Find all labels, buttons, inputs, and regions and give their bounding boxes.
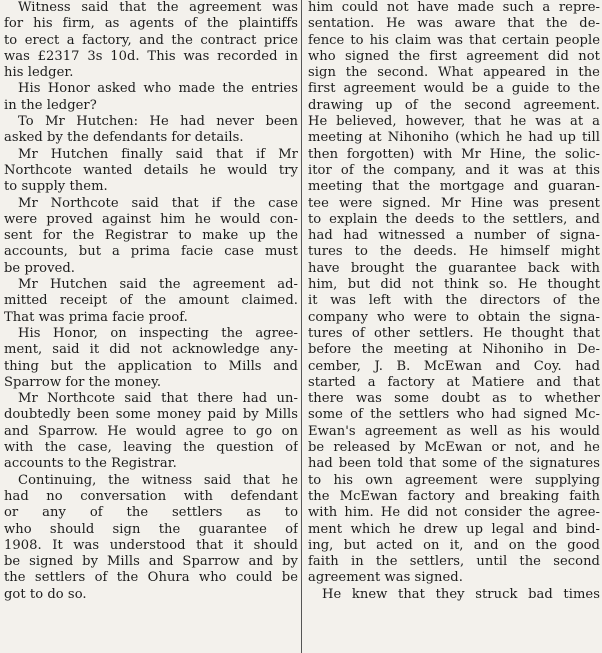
right-column bbox=[304, 0, 602, 653]
left-column-line: accounts, but a prima facie case must bbox=[4, 244, 298, 260]
left-column-line: Northcote wanted details he would try bbox=[4, 162, 298, 178]
left-column-line: accounts to the Registrar. bbox=[4, 456, 177, 472]
left-column-line: to supply them. bbox=[4, 179, 108, 195]
right-column-line: had had witnessed a number of signa- bbox=[308, 228, 600, 244]
right-column-line: drawing up of the second agreement. bbox=[308, 97, 600, 113]
right-column-line: He knew that they struck bad times bbox=[322, 586, 600, 602]
left-column-line: be proved. bbox=[4, 260, 76, 276]
right-column-line: the McEwan factory and breaking faith bbox=[308, 488, 600, 504]
right-column-line: before the meeting at Nihoniho in De- bbox=[308, 342, 600, 358]
left-column-line: got to do so. bbox=[4, 586, 87, 602]
left-column-line: thing but the application to Mills and bbox=[4, 358, 298, 374]
left-column-line: Mr Hutchen said the agreement ad- bbox=[18, 277, 298, 293]
right-column-line: to his own agreement were supplying bbox=[308, 472, 600, 488]
right-column-line: He believed, however, that he was at a bbox=[308, 114, 600, 130]
right-column-line: be released by McEwan or not, and he bbox=[308, 440, 600, 456]
left-column-line: His Honor, on inspecting the agree- bbox=[18, 325, 298, 341]
left-column-line: and Sparrow. He would agree to go on bbox=[4, 423, 298, 439]
right-column-line: it was left with the directors of the bbox=[308, 293, 600, 309]
right-column-line: tures of other settlers. He thought that bbox=[308, 325, 600, 341]
right-column-line: sign the second. What appeared in the bbox=[308, 65, 600, 81]
left-column-line: be signed by Mills and Sparrow and by bbox=[4, 554, 298, 570]
right-column-line: then forgotten) with Mr Hine, the solic- bbox=[308, 146, 600, 162]
left-column-line: doubtedly been some money paid by Mills bbox=[4, 407, 298, 423]
left-column-line: had no conversation with defendant bbox=[4, 488, 298, 504]
left-column-line: mitted receipt of the amount claimed. bbox=[4, 293, 298, 309]
left-column-line: or any of the settlers as to bbox=[4, 505, 298, 521]
right-column-line: him, but did not think so. He thought bbox=[308, 277, 600, 293]
right-column-line: ment which he drew up legal and bind- bbox=[308, 521, 600, 537]
left-column-line: To Mr Hutchen: He had never been bbox=[18, 114, 298, 130]
left-column bbox=[0, 0, 300, 653]
left-column-line: Mr Northcote said that if the case bbox=[18, 195, 298, 211]
left-column-line: Sparrow for the money. bbox=[4, 374, 162, 390]
right-column-line: Ewan's agreement as well as his would bbox=[308, 423, 600, 439]
left-column-line: 1908. It was understood that it should bbox=[4, 537, 298, 553]
left-column-line: who should sign the guarantee of bbox=[4, 521, 298, 537]
left-column-line: Continuing, the witness said that he bbox=[18, 472, 298, 488]
left-column-line: ment, said it did not acknowledge any- bbox=[4, 342, 298, 358]
left-column-line: Witness said that the agreement was bbox=[18, 0, 298, 15]
right-column-line: with him. He did not consider the agree- bbox=[308, 505, 600, 521]
right-column-line: had been told that some of the signatures bbox=[308, 456, 600, 472]
right-column-line: there was some doubt as to whether bbox=[308, 391, 600, 407]
left-column-line: That was prima facie proof. bbox=[4, 309, 188, 325]
right-column-line: fence to his claim was that certain people bbox=[308, 32, 600, 48]
right-column-line: to explain the deeds to the settlers, and bbox=[308, 211, 600, 227]
column-divider bbox=[301, 0, 302, 653]
right-column-line: company who were to obtain the signa- bbox=[308, 309, 600, 325]
left-column-line: in the ledger? bbox=[4, 97, 97, 113]
right-column-line: sentation. He was aware that the de- bbox=[308, 16, 600, 32]
right-column-line: some of the settlers who had signed Mc- bbox=[308, 407, 600, 423]
left-column-line: the settlers of the Ohura who could be bbox=[4, 570, 298, 586]
right-column-line: him could not have made such a repre- bbox=[308, 0, 600, 15]
right-column-line: ing, but acted on it, and on the good bbox=[308, 537, 600, 553]
left-column-line: Mr Northcote said that there had un- bbox=[18, 391, 298, 407]
right-column-line: agreement was signed. bbox=[308, 570, 463, 586]
right-column-line: started a factory at Matiere and that bbox=[308, 374, 600, 390]
left-column-line: asked by the defendants for details. bbox=[4, 130, 244, 146]
left-column-line: his ledger. bbox=[4, 65, 74, 81]
right-column-line: tures to the deeds. He himself might bbox=[308, 244, 600, 260]
right-column-line: cember, J. B. McEwan and Coy. had bbox=[308, 358, 600, 374]
right-column-line: who signed the first agreement did not bbox=[308, 48, 600, 64]
right-column-line: faith in the settlers, until the second bbox=[308, 554, 600, 570]
right-column-line: meeting at Nihoniho (which he had up till bbox=[308, 130, 600, 146]
left-column-line: His Honor asked who made the entries bbox=[18, 81, 298, 97]
right-column-line: tee were signed. Mr Hine was present bbox=[308, 195, 600, 211]
right-column-line: itor of the company, and it was at this bbox=[308, 162, 600, 178]
left-column-line: sent for the Registrar to make up the bbox=[4, 228, 298, 244]
left-column-line: to erect a factory, and the contract price bbox=[4, 32, 298, 48]
left-column-line: with the case, leaving the question of bbox=[4, 440, 298, 456]
right-column-line: have brought the guarantee back with bbox=[308, 260, 600, 276]
right-column-line: first agreement would be a guide to the bbox=[308, 81, 600, 97]
left-column-line: for his firm, as agents of the plaintiffs bbox=[4, 16, 298, 32]
left-column-line: were proved against him he would con- bbox=[4, 211, 298, 227]
left-column-line: Mr Hutchen finally said that if Mr bbox=[18, 146, 298, 162]
left-column-line: was £2317 3s 10d. This was recorded in bbox=[4, 48, 298, 64]
right-column-line: meeting that the mortgage and guaran- bbox=[308, 179, 600, 195]
